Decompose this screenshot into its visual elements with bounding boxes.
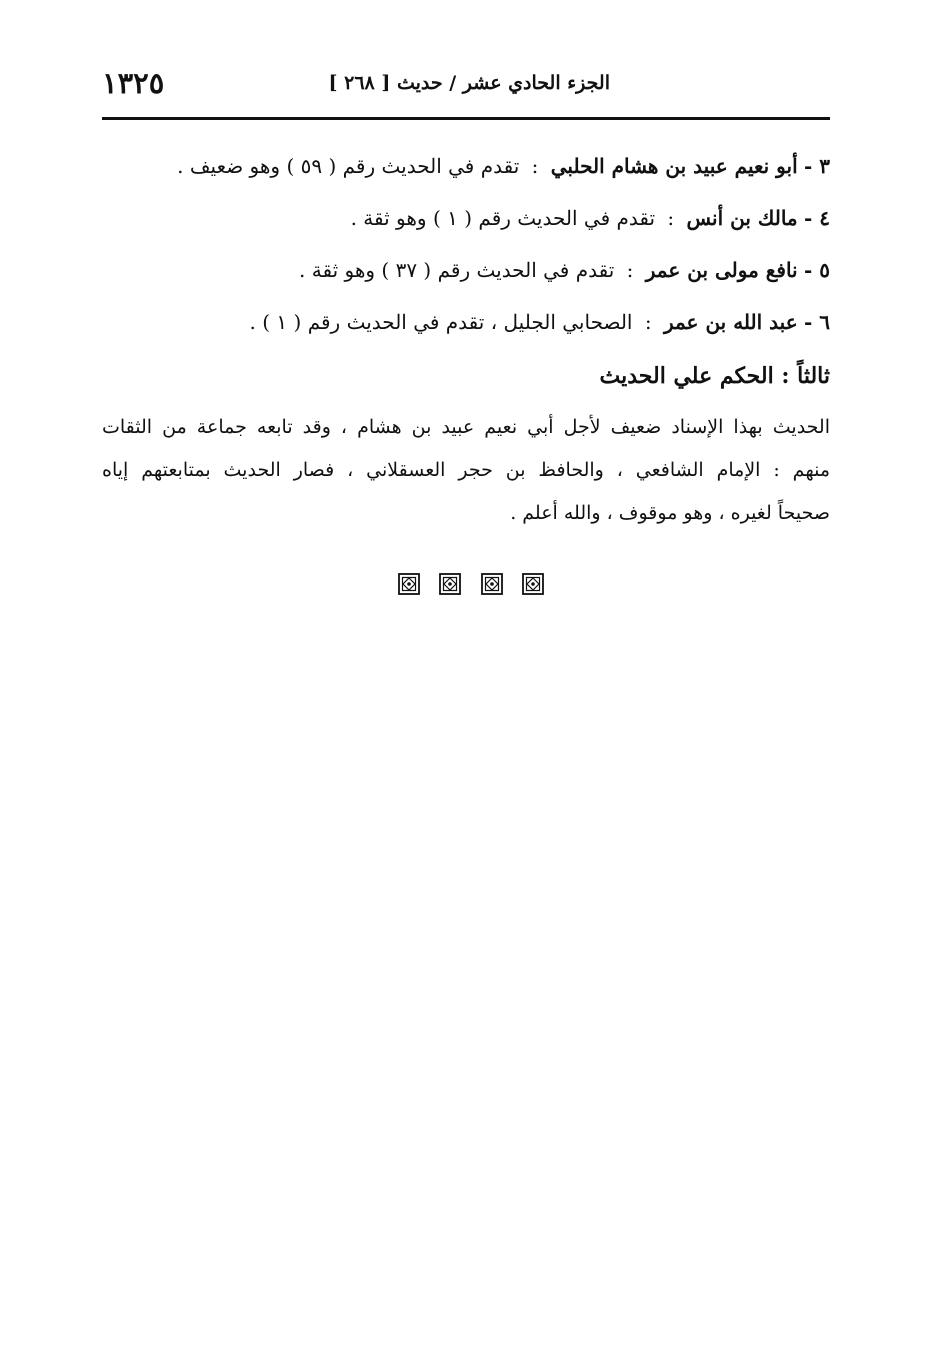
narrator-name: عبد الله بن عمر: [663, 310, 798, 334]
page-header: [102, 68, 830, 112]
narrator-note: الصحابي الجليل ، تقدم في الحديث رقم ( ١ ) .: [249, 310, 633, 334]
narrator-entry: [102, 244, 830, 296]
narrator-name: أبو نعيم عبيد بن هشام الحلبي: [550, 154, 798, 178]
narrator-separator: :: [531, 154, 539, 178]
running-title: الجزء الحادي عشر / حديث [ ٢٦٨ ]: [328, 72, 610, 94]
narrator-number: ٥ -: [803, 258, 830, 282]
narrator-entry: [102, 140, 830, 192]
square-ornament-icon: [439, 573, 461, 595]
square-ornament-icon: [481, 573, 503, 595]
page-number: ١٣٢٥: [102, 66, 165, 100]
paragraph-line: الحديث بهذا الإسناد ضعيف لأجل أبي نعيم عبيد بن هشام ، وقد تابعه جماعة من الثقات: [102, 416, 830, 438]
narrator-separator: :: [667, 206, 675, 230]
narrator-name: مالك بن أنس: [686, 206, 798, 230]
narrator-number: ٤ -: [803, 206, 830, 230]
square-ornament-icon: [522, 573, 544, 595]
header-rule: [102, 117, 830, 120]
ruling-paragraph: [102, 406, 830, 535]
section-heading: ثالثاً : الحكم علي الحديث: [599, 363, 830, 389]
narrator-note: تقدم في الحديث رقم ( ٣٧ ) وهو ثقة .: [299, 258, 615, 282]
narrator-entry: [102, 192, 830, 244]
narrator-note: تقدم في الحديث رقم ( ٥٩ ) وهو ضعيف .: [177, 154, 520, 178]
square-ornament-icon: [398, 573, 420, 595]
page-content: [102, 140, 830, 535]
narrator-separator: :: [626, 258, 634, 282]
narrator-separator: :: [644, 310, 652, 334]
narrator-entry: [102, 296, 830, 348]
paragraph-line: منهم : الإمام الشافعي ، والحافظ بن حجر العسقلاني ، فصار الحديث بمتابعتهم إياه: [102, 459, 830, 481]
narrator-note: تقدم في الحديث رقم ( ١ ) وهو ثقة .: [350, 206, 656, 230]
paragraph-line: صحيحاً لغيره ، وهو موقوف ، والله أعلم .: [510, 502, 830, 524]
end-ornaments: [398, 573, 544, 597]
narrator-number: ٣ -: [803, 154, 830, 178]
narrator-number: ٦ -: [803, 310, 830, 334]
narrator-name: نافع مولى بن عمر: [645, 258, 798, 282]
